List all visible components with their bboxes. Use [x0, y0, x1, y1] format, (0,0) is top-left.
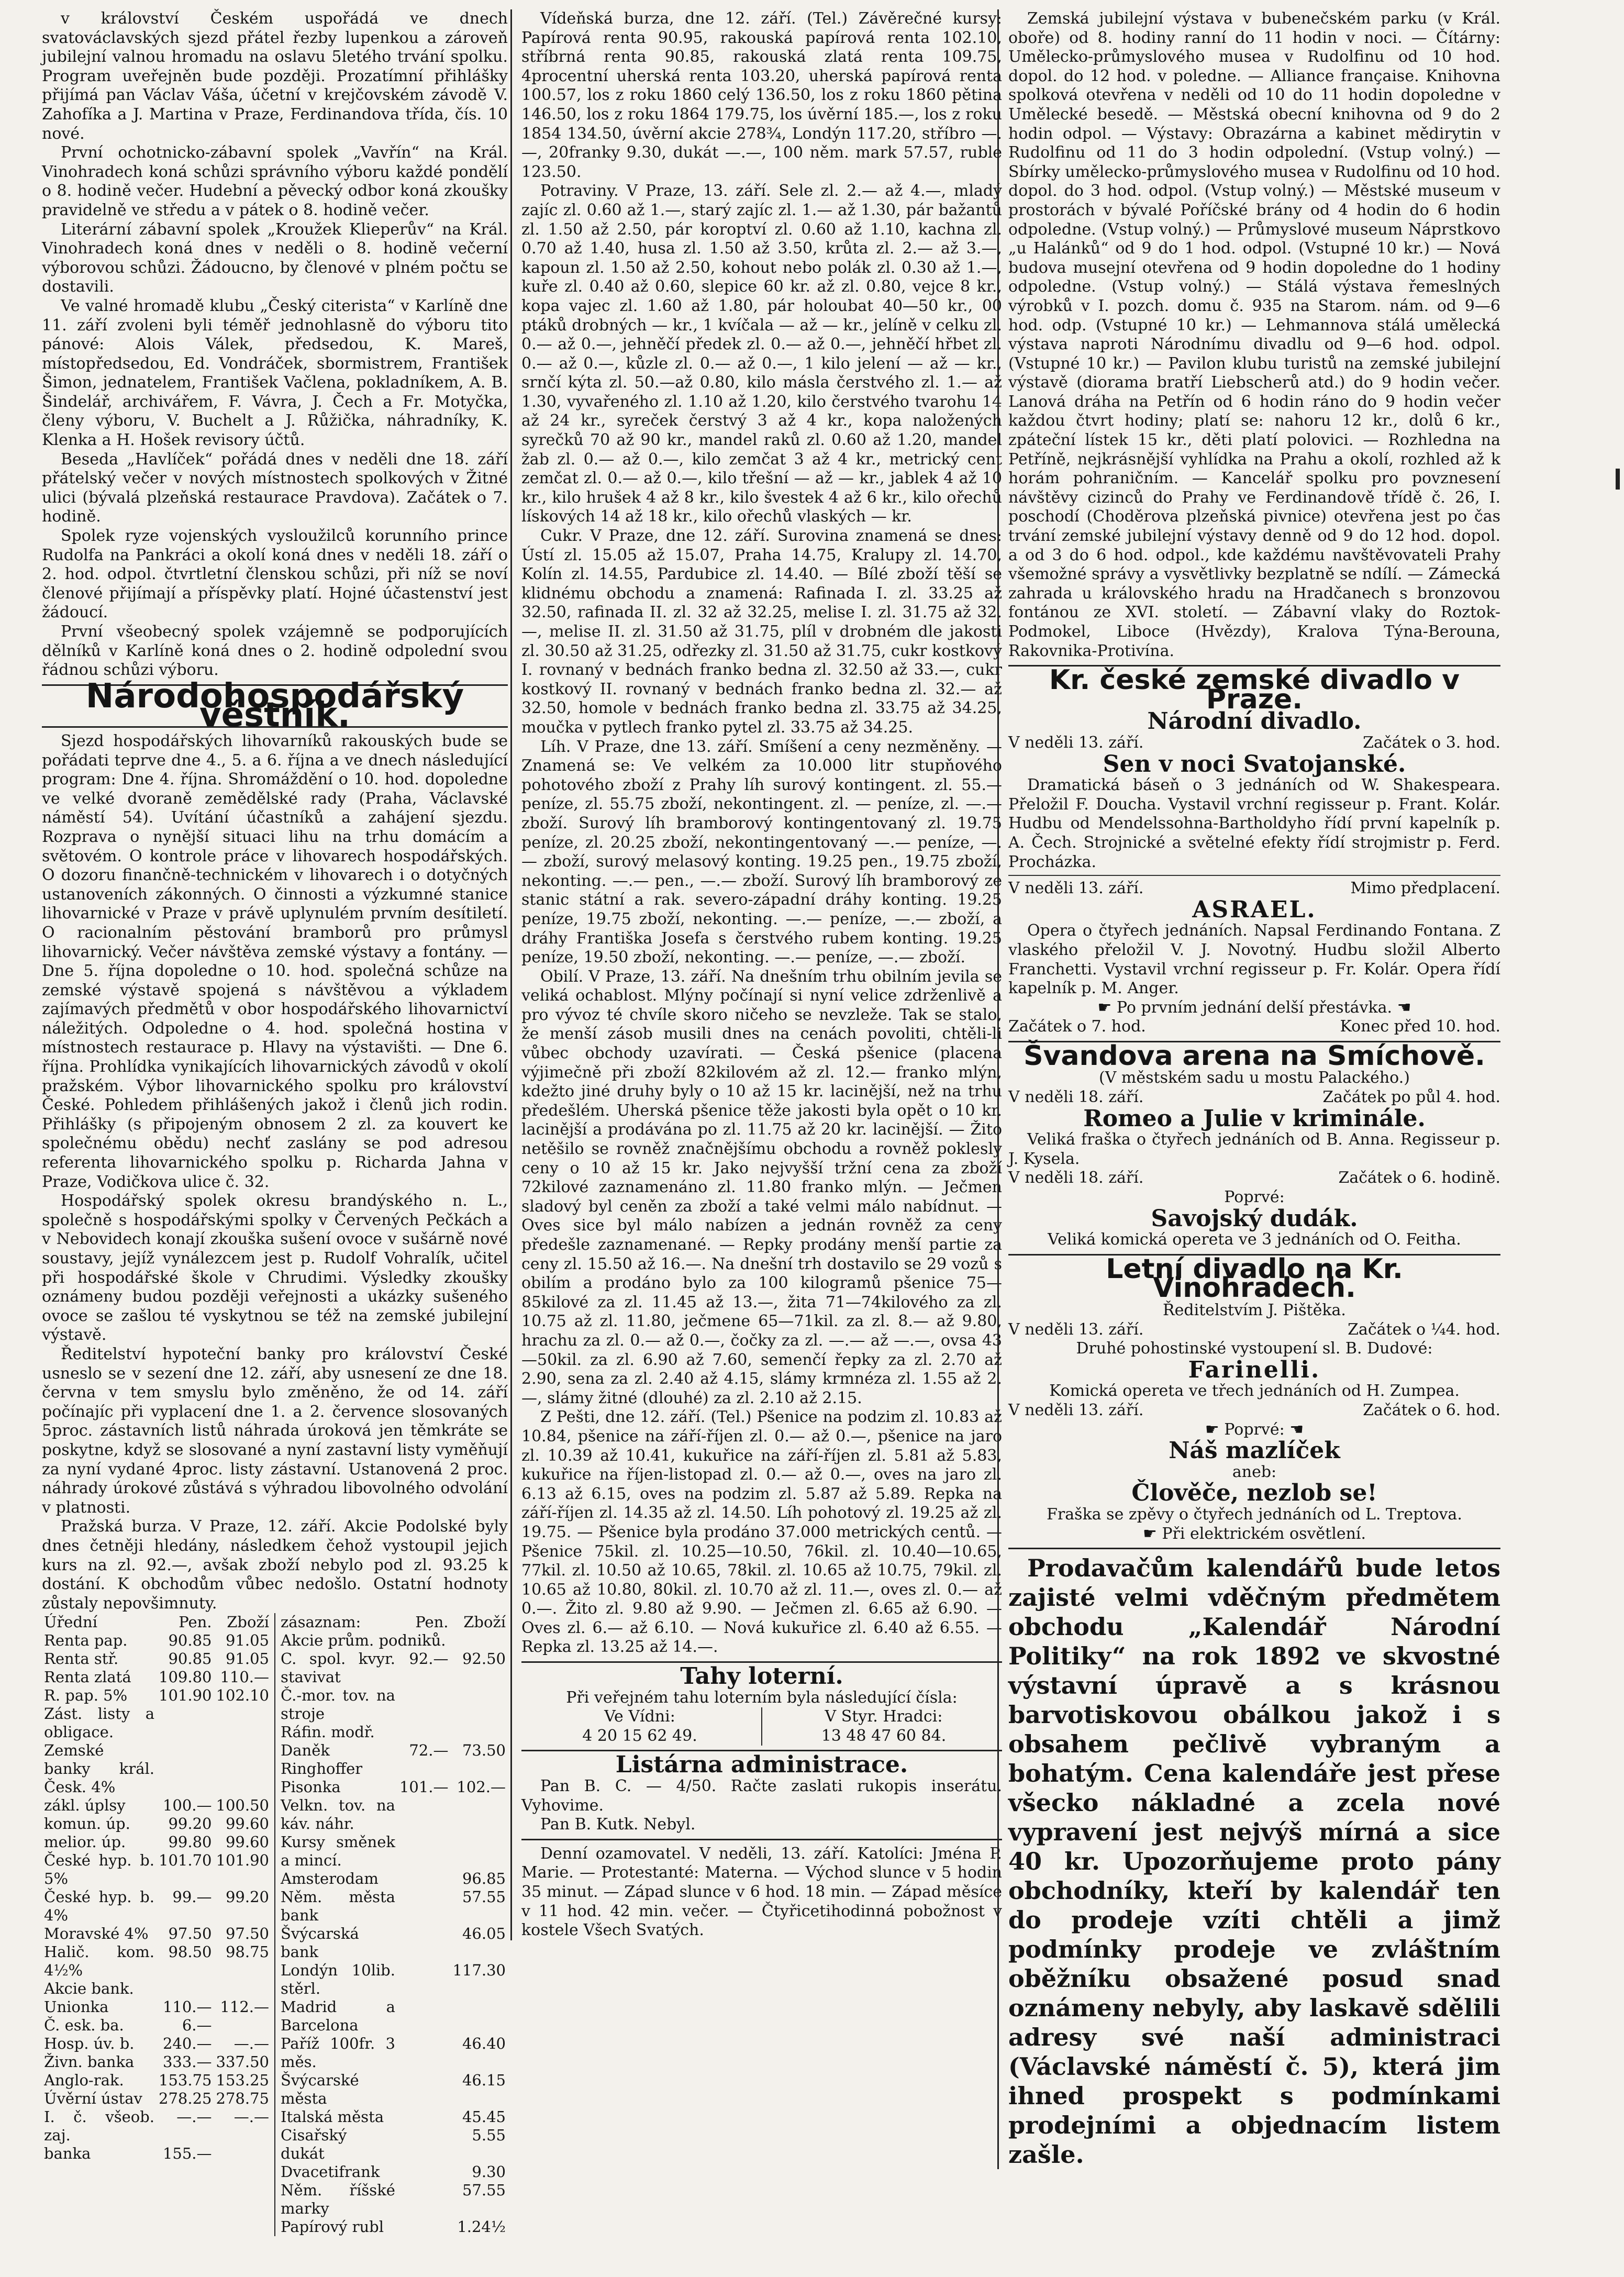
- table-row: [42, 2035, 271, 2053]
- table-row: [279, 2071, 508, 2108]
- table-cell-a: [397, 2108, 451, 2126]
- table-cell-a: [397, 1796, 451, 1833]
- table-cell-a: 98.50: [168, 1943, 212, 1961]
- table-cell-b: 100.50: [216, 1796, 269, 1815]
- s2-date: V neděli 18. září.: [1008, 1169, 1144, 1187]
- table-cell-b: 99.20: [225, 1888, 269, 1906]
- table-cell-name: R. pap. 5%: [44, 1686, 128, 1705]
- table-row: [279, 1760, 508, 1778]
- table-cell-a: [157, 1980, 214, 1998]
- table-cell-b: 337.50: [216, 2053, 269, 2071]
- lottery-intro: Při veřejném tahu loterním byla následující čísla:: [566, 1688, 958, 1707]
- table-row: [42, 1943, 271, 1980]
- table-cell-b: 102.10: [216, 1686, 269, 1705]
- table-cell-name: Renta stř.: [44, 1650, 119, 1668]
- table-cell-a: [397, 2218, 451, 2236]
- table-cell-a: [157, 1705, 214, 1741]
- table-cell-b: 73.50: [462, 1741, 506, 1760]
- table-cell-b: 46.05: [462, 1925, 506, 1943]
- l2-time: Začátek o 6. hod.: [1363, 1401, 1500, 1419]
- t1-title: Sen v noci Svatojanské.: [1103, 750, 1406, 777]
- table-cell-b: 153.25: [216, 2071, 269, 2090]
- table-cell-a: 72.—: [409, 1741, 449, 1760]
- table-cell-name: C. spol. kvyr. stavivat: [281, 1650, 395, 1686]
- svanda-title: Švandova arena na Smíchově.: [1024, 1040, 1485, 1072]
- table-row: [42, 1833, 271, 1851]
- article-lih: Líh. V Praze, dne 13. září. Smíšení a ceny nezměněny. — Znamená se: Ve velkém za 10.000 litr stupňového pohotového zboží z Prahy líh surový kontingent. zl. 55.— peníze, zl. 55.75 zboží, nekontingent. zl. — peníze, zl. —.— zboží. Surový líh bramborový kontingentovaný zl. 19.75 peníze, zl. 20.25 zboží, nekontingentovaný —.— peníze, —.— zboží, surový melasový konting. 19.25 pen., 19.75 zboží, nekonting. —.— pen., —.— zboží. Surový líh bramborový ze stanic státní a rak. severo-západní dráhy konting. 19.25 peníze, 19.75 zboží, nekonting. —.— peníze, —.— zboží, a dráhy Františka Josefa s čerstvého rubem konting. 19.25 peníze, 19.50 zboží, nekonting. —.— peníze, —.— zboží.: [521, 737, 1002, 967]
- table-row: [42, 1741, 271, 1796]
- table-cell-b: [451, 1760, 508, 1778]
- theatre-title: Kr. české zemské divadlo v Praze.: [1049, 664, 1460, 715]
- table-cell-name: Zást. listy a obligace.: [44, 1705, 155, 1741]
- t1-time: Začátek o 3. hod.: [1363, 733, 1500, 752]
- t2-end: Konec před 10. hod.: [1340, 1017, 1500, 1036]
- table-cell-a: [397, 2035, 451, 2071]
- table-cell-a: [397, 1723, 451, 1741]
- table-row: [42, 2053, 271, 2071]
- s2-first: Poprvé:: [1224, 1188, 1285, 1207]
- l2-first: ☛ Poprvé: ☚: [1205, 1420, 1304, 1439]
- table-cell-name: Č. esk. ba.: [44, 2016, 124, 2035]
- table-row: [42, 2016, 271, 2035]
- table-cell-name: melior. úp.: [44, 1833, 126, 1851]
- l2-note: ☛ Při elektrickém osvětlení.: [1142, 1524, 1366, 1543]
- table-cell-a: 99.20: [168, 1815, 212, 1833]
- table-cell-b: [451, 1686, 508, 1723]
- article-prazska-burza: Pražská burza. V Praze, 12. září. Akcie Podolské byly dnes četněji hledány, následkem čehož vystoupil jejich kurs na zl. 92.—, avšak zboží nebylo pod zl. 93.25 k dostání. K obchodům vůbec nedošlo. Ostatní hodnoty zůstaly nepovšimnuty.: [42, 1517, 508, 1613]
- table-cell-name: Madrid a Barcelona: [281, 1998, 395, 2035]
- t2-description: Opera o čtyřech jednáních. Napsal Ferdinando Fontana. Z vlaského přeložil V. J. Novotný. Hudbu složil Alberto Franchetti. Vystavil vrchní regisseur p. Fr. Kolár. Opera řídí kapelník p. M. Anger.: [1008, 921, 1500, 998]
- column-right: [997, 9, 1500, 2169]
- table-cell-a: —.—: [176, 2108, 212, 2126]
- table-cell-name: Švýcarské města: [281, 2071, 359, 2108]
- article-hypotecni-banka: Ředitelství hypoteční banky pro království České usneslo se v sezení dne 12. září, aby usnesení ze dne 18. června v tem smyslu bylo změněno, že od 14. září počínajíc při vyplacení dne 1. a 2. července slosovaných 5proc. zástavních listů náhrada úroková jen těmkráte se poskytne, když se slosované a nyní zastavní listy vyměňují za nyní vydané 4proc. listy zástavní. Ustanovená 2 proc. náhrady úrokové zůstává s výhradou libovolného odvolání v platnosti.: [42, 1345, 508, 1517]
- table-cell-a: [157, 1741, 214, 1796]
- table-row: [279, 1833, 508, 1870]
- table-cell-b: [451, 1998, 508, 2035]
- table-row: [42, 1925, 271, 1943]
- table-cell-b: 46.15: [462, 2071, 506, 2090]
- table-cell-b: —.—: [233, 2108, 269, 2126]
- table-cell-b: 278.75: [216, 2090, 269, 2108]
- table-cell-a: 97.50: [168, 1925, 212, 1943]
- table-cell-b: 98.75: [225, 1943, 269, 1961]
- pointing-hand-left-icon: ☚: [1392, 998, 1411, 1017]
- table-head-pen: Pen.: [179, 1613, 212, 1631]
- s1-description: Veliká fraška o čtyřech jednáních od B. Anna. Regisseur p. J. Kysela.: [1008, 1130, 1500, 1168]
- article-lihovarnici: Sjezd hospodářských lihovarníků rakouských bude se pořádati teprve dne 4., 5. a 6. října a ve dnech následující program: Dne 4. října. Shromáždění o 10. hod. dopoledne ve velké dvoraně zemědělské rady (Praha, Václavské náměstí 54). Uvítání účastníků a zahájení sjezdu. Rozprava o nynější situaci lihu na trhu domácím a světovém. O kontrole práce v lihovarech hospodářských. O dozoru finančně-technickém v lihovarech i o dotyčných ustanoveních zákonných. O činnosti a výzkumné stanice lihovarnické v Praze v právě uplynulém prvním desítiletí. O racionalním pěstování bramborů pro průmysl lihovarnický. Večer návštěva zemské výstavy a fontány. — Dne 5. října dopoledne o 10. hod. společná schůze na zemské výstavě spojená s návštěvou a výkladem zajímavých předmětů v obor hospodářského lihovarnictví náležitých. Odpoledne o 4. hod. společná hostina v místnostech restaurace p. Hlavy na výstavišti. — Dne 6. října. Prohlídka vynikajících lihovarnických závodů v okolí pražském. Výbor lihovarnického spolku pro království České. Pohledem přihlášených jakož i členů jich rodin. Přihlášky (s připojeným obnosem 2 zl. za kouvert ke společnému obědu) nechť zaslány se pod adresou referenta lihovarnického spolku p. Richarda Jahna v Praze, Vodičkova ulice č. 32.: [42, 731, 508, 1191]
- table-cell-name: Švýcarská bank: [281, 1925, 359, 1961]
- table-cell-b: 117.30: [452, 1961, 506, 1980]
- l1-guest: Druhé pohostinské vystoupení sl. B. Dudové:: [1076, 1339, 1433, 1358]
- notice-vyslouzilci: Spolek ryze vojenských vysloužilců korunního prince Rudolfa na Pankráci a okolí koná dnes v neděli 18. září o 2. hod. odpol. čtvrtletní členskou schůzi, při níž se noví členové přijímají a příspěvky platí. Hojné účastenství jest žádoucí.: [42, 527, 508, 622]
- table-cell-name: Halič. kom. 4½%: [44, 1943, 155, 1980]
- table-row: [42, 2145, 271, 2163]
- table-row: [42, 2090, 271, 2108]
- s2-description: Veliká komická opereta ve 3 jednáních od O. Feitha.: [1048, 1230, 1461, 1249]
- table-cell-a: 278.25: [159, 2090, 212, 2108]
- table-cell-a: 99.80: [168, 1833, 212, 1851]
- page-edge-mark: [1616, 469, 1620, 490]
- l1-date: V neděli 13. září.: [1008, 1320, 1144, 1339]
- lottery-graz-label: V Styr. Hradci:: [825, 1707, 943, 1726]
- table-row: [279, 1686, 508, 1723]
- table-cell-name: banka: [44, 2145, 91, 2163]
- table-cell-name: České hyp. b. 4%: [44, 1888, 155, 1925]
- table-cell-b: 101.90: [216, 1851, 269, 1870]
- pointing-hand-icon: ☛: [1097, 998, 1117, 1017]
- table-row: [279, 2163, 508, 2181]
- table-cell-name: Paříž 100fr. 3 měs.: [281, 2035, 395, 2071]
- table-cell-name: Něm. města bank: [281, 1888, 395, 1925]
- t2-start: Začátek o 7. hod.: [1008, 1017, 1146, 1036]
- table-cell-b: [214, 1705, 271, 1741]
- table-cell-b: 5.55: [472, 2126, 506, 2145]
- lottery-results: [521, 1707, 1002, 1746]
- table-cell-name: Úvěrní ústav: [44, 2090, 142, 2108]
- notice-vavrin: První ochotnicko-zábavní spolek „Vavřín“ na Král. Vinohradech koná schůzi správního výboru každé pondělí o 8. hodině večer. Hudební a pěvecký odbor koná zkoušky pravidelně ve středu a v pátek o 8. hodině večer.: [42, 143, 508, 219]
- notice-delnici: První všeobecný spolek vzájemně se podporujících dělníků v Karlíně koná dnes o 2. hodině odpolední svou řádnou schůzi výboru.: [42, 623, 508, 680]
- table-row: [279, 1741, 508, 1760]
- table-row: [42, 1888, 271, 1925]
- table-row: [42, 1668, 271, 1686]
- table-cell-b: 97.50: [225, 1925, 269, 1943]
- daily-almanac: Denní ozamovatel. V neděli, 13. září. Katolíci: Jména P. Marie. — Protestanté: Materna. — Východ slunce v 5 hodin 35 minut. — Západ slunce v 6 hod. 18 min. — Západ měsíce v 11 hod. 42 min. večer. — Čtyřicetihodinná pobožnost v kostele Všech Svatých.: [521, 1844, 1002, 1940]
- s1-date: V neděli 18. září.: [1008, 1088, 1144, 1107]
- table-cell-name: Ráfin. modř.: [281, 1723, 375, 1741]
- table-cell-b: 110.—: [220, 1668, 269, 1686]
- table-cell-name: komun. úp.: [44, 1815, 130, 1833]
- table-cell-name: Velkn. tov. na káv. náhr.: [281, 1796, 395, 1833]
- s1-title: Romeo a Julie v kriminále.: [1083, 1105, 1426, 1132]
- table-cell-a: 100.—: [162, 1796, 212, 1815]
- pointing-hand-icon: ☛: [1205, 1420, 1225, 1439]
- table-cell-a: 6.—: [182, 2016, 212, 2035]
- notice-havlicek: Beseda „Havlíček“ pořádá dnes v neděli dne 18. září přátelský večer v nových místnostech spolkových v Žitné ulici (bývalá plzeňská restaurace Pravdova). Začátek o 7. hodině.: [42, 450, 508, 526]
- table-cell-name: Renta pap.: [44, 1631, 128, 1650]
- table-row: [42, 2071, 271, 2090]
- table-row: [279, 2108, 508, 2126]
- table-cell-b: 91.05: [225, 1631, 269, 1650]
- table-cell-a: [397, 1925, 451, 1961]
- table-cell-name: Pisonka: [281, 1778, 341, 1796]
- table-cell-b: [214, 2145, 271, 2163]
- table-row: [42, 1815, 271, 1833]
- article-pest: Z Pešti, dne 12. září. (Tel.) Pšenice na podzim zl. 10.83 až 10.84, pšenice na září-říjen zl. 0.— až 0.—, pšenice na jaro zl. 10.39 až 10.41, kukuřice na září-říjen zl. 5.81 až 5.83, kukuřice na říjen-listopad zl. 0.— až 0.—, oves na jaro zl. 6.13 až 6.15, oves na podzim zl. 5.87 až 5.89. Repka na září-říjen zl. 14.35 až zl. 14.50. Líh pohotový zl. 19.25 až zl. 19.75. — Pšenice byla prodáno 37.000 metrických centů. — Pšenice 75kil. zl. 10.25—10.50, 76kil. zl. 10.40—10.65, 77kil. zl. 10.50 až 10.65, 78kil. zl. 10.65 až 10.75, 79kil. zl. 10.65 až 10.80, 80kil. zl. 10.70 až zl. 11.—, oves zl. 0.— až 0.—. Žito zl. 9.80 až 9.90. — Ječmen zl. 6.65 až 6.90. — Oves zl. 6.— až 6.10. — Nová kukuřice zl. 6.40 až 6.55. — Repka zl. 13.25 až 14.—.: [521, 1408, 1002, 1657]
- table-row: [279, 2126, 508, 2163]
- table-cell-a: [397, 1760, 451, 1778]
- table-row: [279, 1888, 508, 1925]
- table-cell-a: 99.—: [172, 1888, 212, 1906]
- table-cell-name: Unionka: [44, 1998, 109, 2016]
- l2-or: aneb:: [1232, 1462, 1277, 1481]
- table-cell-b: 57.55: [462, 2181, 506, 2200]
- table-cell-a: [397, 2126, 451, 2163]
- table-cell-a: [397, 1998, 451, 2035]
- table-head-record: zásaznam:: [281, 1613, 361, 1631]
- table-cell-name: I. č. všeob. zaj.: [44, 2108, 155, 2145]
- l1-title: Farinelli.: [1188, 1356, 1321, 1383]
- table-cell-name: zákl. úplsy: [44, 1796, 126, 1815]
- table-cell-a: 90.85: [168, 1631, 212, 1650]
- table-head-akcie: Akcie prům. podniků.: [281, 1631, 446, 1650]
- table-cell-b: 102.—: [457, 1778, 506, 1796]
- l2-title: Náš mazlíček: [1169, 1437, 1340, 1464]
- table-cell-name: Akcie bank.: [44, 1980, 134, 1998]
- table-row: [279, 1723, 508, 1741]
- table-cell-name: Anglo-rak.: [44, 2071, 124, 2090]
- table-cell-a: 101.70: [159, 1851, 212, 1870]
- t2-title: ASRAEL.: [1192, 896, 1317, 923]
- table-row: [279, 1925, 508, 1961]
- table-cell-name: Hosp. úv. b.: [44, 2035, 135, 2053]
- table-cell-name: Londýn 10lib. stěrl.: [281, 1961, 395, 1998]
- table-head-zbozi2: Zboží: [463, 1613, 506, 1631]
- table-cell-b: 96.85: [462, 1870, 506, 1888]
- l2-subtitle: Člověče, nezlob se!: [1131, 1480, 1377, 1507]
- column-left: [42, 9, 508, 2236]
- lottery-graz-numbers: 13 48 47 60 84.: [821, 1726, 947, 1745]
- lottery-vienna-label: Ve Vídni:: [604, 1707, 675, 1726]
- notice-lupenka: v království Českém uspořádá ve dnech svatováclavských sjezd přátel řezby lupenkou a zároveň jubilejní valnou hromadu na oslavu 5letého trvání spolku. Program uveřejněn bude později. Prozatímní přihlášky přijímá pan Václav Váša, účetní v krejčovském závodě V. Zahofíka a J. Martina v Praze, Ferdinandova třída, čís. 10 nové.: [42, 9, 508, 143]
- table-row: [279, 1961, 508, 1998]
- table-cell-b: 45.45: [462, 2108, 506, 2126]
- table-cell-name: Moravské 4%: [44, 1925, 149, 1943]
- l2-date: V neděli 13. září.: [1008, 1401, 1144, 1419]
- table-cell-a: 92.—: [409, 1650, 449, 1668]
- admin-line-2: Pan B. Kutk. Nebyl.: [540, 1815, 696, 1834]
- table-cell-b: [214, 1741, 271, 1796]
- table-cell-name: Dvacetifrank: [281, 2163, 380, 2181]
- letni-title: Letní divadlo na Kr. Vinohradech.: [1106, 1253, 1403, 1304]
- market-table-right: [274, 1613, 508, 2236]
- table-cell-a: [397, 1870, 451, 1888]
- table-cell-name: Ringhoffer: [281, 1760, 363, 1778]
- table-cell-a: [397, 2071, 451, 2108]
- table-cell-b: 99.60: [225, 1815, 269, 1833]
- table-cell-a: 109.80: [159, 1668, 212, 1686]
- table-row: [279, 2218, 508, 2236]
- table-cell-name: Papírový rubl: [281, 2218, 384, 2236]
- s2-time: Začátek o 6. hodině.: [1338, 1169, 1500, 1187]
- table-cell-b: 57.55: [462, 1888, 506, 1906]
- table-cell-b: [451, 1796, 508, 1833]
- table-row: [42, 1851, 271, 1888]
- table-cell-b: 99.60: [225, 1833, 269, 1851]
- t1-description: Dramatická báseň o 3 jednáních od W. Shakespeara. Přeložil F. Doucha. Vystavil vrchní regisseur p. Frant. Kolár. Hudbu od Mendelssohna-Bartholdyho řídí první kapelník p. A. Čech. Strojnické a světelné efekty řídí strojmistr p. Ferd. Procházka.: [1008, 776, 1500, 871]
- calendar-advertisement: Prodavačům kalendářů bude letos zajisté velmi vděčným předmětem obchodu „Kalendář Národní Politiky“ na rok 1892 ve skvostné výstavní úpravě a s krásnou barvotiskovou obálkou jakož i s obsahem pečlivě vybraným a bohatým. Cena kalendáře jest přese všecko nákladné a zcela nové vypravení jest nejvýš mírná a sice 40 kr. Upozorňujeme proto pány obchodníky, kteří by kalendář ten do prodeje vzíti chtěli a jimž podmínky prodeje ve zvláštním oběžníku obsažené posud snad oznámeny nebyly, aby laskavě sdělili adresy své naší administraci (Václavské náměstí č. 5), která jim ihned prospekt s podmínkami prodejními a objednacím listem zašle.: [1008, 1554, 1500, 2169]
- s1-time: Začátek po půl 4. hod.: [1322, 1088, 1500, 1107]
- column-middle: [510, 9, 1002, 1940]
- table-cell-name: Kursy směnek a mincí.: [281, 1833, 395, 1870]
- table-cell-name: Něm. říšské marky: [281, 2181, 395, 2218]
- theatre-subtitle: Národní divadlo.: [1147, 708, 1362, 735]
- table-head-pen2: Pen.: [415, 1613, 449, 1631]
- table-cell-name: Zemské banky král. Česk. 4%: [44, 1741, 155, 1796]
- table-cell-b: [214, 2016, 271, 2035]
- article-brandys: Hospodářský spolek okresu brandýského n. L., společně s hospodářskými spolky v Červených Pečkách a v Nebovidech konají zkouška sušení ovoce v sušárně nové soustavy, jejíž vynálezcem jest p. Rudolf Vohralík, učitel při hospodářské škole v Chrudimi. Výsledky zkoušky oznámeny budou později veřejnosti a ukázky sušeného ovoce se zašlou té vyskytnou se též na zemské jubilejní výstavě.: [42, 1192, 508, 1345]
- table-cell-name: Daněk: [281, 1741, 330, 1760]
- t2-time: Mimo předplacení.: [1350, 879, 1500, 898]
- table-row: [279, 1778, 508, 1796]
- admin-title: Listárna administrace.: [615, 1751, 908, 1779]
- table-cell-a: [397, 2163, 451, 2181]
- table-cell-name: České hyp. b. 5%: [44, 1851, 155, 1888]
- table-cell-a: 155.—: [162, 2145, 212, 2163]
- l1-time: Začátek o ¼4. hod.: [1348, 1320, 1500, 1339]
- article-cukr: Cukr. V Praze, dne 12. září. Surovina znamená se dnes: Ústí zl. 15.05 až 15.07, Praha 14.75, Kralupy zl. 14.70, Kolín zl. 14.55, Pardubice zl. 14.40. — Bílé zboží těší se klidnému obchodu a znamená: Rafinada I. zl. 33.25 až 32.50, rafinada II. zl. 32 až 32.25, melise I. zl. 31.75 až 32.—, melise II. zl. 31.50 až 31.75, plíl v drobném dle jakosti zl. 30.50 až 31.25, odřezky zl. 31.50 až 31.75, cukr kostkový I. rovnaný v bednách franko bedna zl. 32.50 až 33.—, cukr kostkový II. rovnaný v bednách franko bedna zl. 32.— až 32.50, homole v bednách franko bedna zl. 33.75 až 34.25, moučka v pytlech franko pytel zl. 33.75 až 34.25.: [521, 527, 1002, 737]
- svanda-subtitle: (V městském sadu u mostu Palackého.): [1099, 1069, 1410, 1087]
- table-cell-name: Č.-mor. tov. na stroje: [281, 1686, 395, 1723]
- lottery-vienna-numbers: 4 20 15 62 49.: [582, 1726, 697, 1745]
- letni-subtitle: Ředitelstvím J. Pištěka.: [1163, 1301, 1346, 1319]
- table-row: [42, 1796, 271, 1815]
- notice-exhibitions: Zemská jubilejní výstava v bubenečském parku (v Král. oboře) od 8. hodiny ranní do 11 hodin v noci. — Čítárny: Umělecko-průmyslového musea v Rudolfinu od 10 hod. dopol. do 12 hod. v poledne. — Alliance française. Knihovna spolková otevřena v neděli od 10 do 11 hodin dopoledne v Umělecké besedě. — Městská obecní knihovna od 9 do 2 hodin odpol. — Výstavy: Obrazárna a kabinet mědirytin v Rudolfinu od 11 do 3 hodin odpolední. (Vstup volný.) — Sbírky umělecko-průmyslového musea v Rudolfinu od 10 hod. dopol. do 3 hod. odpol. (Vstup volný.) — Městské museum v prostorách v bývalé Poříčské brány od 4 hodin do 6 hodin odpoledne. (Vstup volný.) — Průmyslové museum Náprstkovo „u Halánků“ od 9 do 1 hod. odpol. (Vstupné 10 kr.) — Nová budova musejní otevřena od 9 hodin dopoledne do 1 hodiny odpoledne. (Vstup volný.) — Stálá výstava řemeslných výrobků v I. pozch. domu č. 935 na Starom. nám. od 9—6 hod. odp. (Vstupné 10 kr.) — Lehmannova stálá umělecká výstava naproti Národnímu divadlu od 9—6 hod. odpol. (Vstupné 10 kr.) — Pavilon klubu turistů na zemské jubilejní výstavě (diorama bratří Liebscherů atd.) do 9 hodin večer. Lanová dráha na Petřín od 6 hodin ráno do 9 hodin večer každou čtvrt hodiny; platí se: nahoru 12 kr., dolů 6 kr., zpáteční lístek 15 kr., děti platí polovici. — Rozhledna na Petříně, nejkrásnější vyhlídka na Prahu a okolí, rozhled až k horám pohraničním. — Kancelář spolku pro povznesení návštěvy cizinců do Prahy ve Ferdinandově třídě č. 26, I. poschodí (Choděrova plzeňská pivnice) otevřena jest po čas trvání zemské jubilejní výstavy denně od 9 do 12 hod. dopol. a od 3 do 6 hod. odpol., kde každému navštěvovateli Prahy všemožné správy a vysvětlivky bezplatně se ndílí. — Zámecká zahrada u královského hradu na Hradčanech s bronzovou fontánou ze XVI. století. — Zábavní vlaky do Roztok-Podmokel, Liboce (Hvězdy), Kralova Týna-Berouna, Rakovnika-Protivína.: [1008, 9, 1500, 660]
- table-row: [279, 2181, 508, 2218]
- table-cell-b: 1.24½: [457, 2218, 506, 2236]
- table-cell-a: [397, 1888, 451, 1925]
- t2-note: ☛ Po prvním jednání delší přestávka. ☚: [1097, 998, 1411, 1017]
- pointing-hand-icon: ☛: [1142, 1524, 1162, 1543]
- table-cell-a: [397, 2181, 451, 2218]
- article-obili: Obilí. V Praze, 13. září. Na dnešním trhu obilním jevila se veliká ochablost. Mlýny počínají si nyní velice zdrženlivě a pro vývoz té chvíle skoro ničeho se nevzleže. Tak se stalo, že menší zásob musili dnes na cenách povoliti, chtěli-li vůbec obchody uzavírati. — Česká pšenice (placena výjimečně při zboží 82kilovém až zl. 12.— franko mlýn, kdežto jiné druhy byly o 10 až 15 kr. lacinější, než na trhu předešlém. Uherská pšenice těže jakosti byla opět o 10 kr. lacinější a prodávána po zl. 11.75 až 20 kr. lacinější. — Žito netěšilo se rovněž značnějšímu obchodu a rovněž poklesly ceny o 10 až 15 kr. Jako nejvyšší tržní cena za zboží 72kilové zaznamenáno zl. 11.80 franko mlýn. — Ječmen sladový byl ceněn za zboží a také velmi málo nabídnut. — Oves sice byl málo nabízen a jednán rovněž za ceny předešle zaznamenané. — Repky prodány menší partie za ceny zl. 15.50 až 16.—. Na dnešní trh dostavilo se 29 vozů s obilím a prodáno bylo za 100 kilogramů pšenice 75—85kilové za zl. 11.45 až 13.—, žita 71—74kilového za zl. 10.75 až zl. 11.80, ječmene 65—71kil. za zl. 8.— až 9.80, hrachu za zl. 0.— až 0.—, čočky za zl. —.— až —.—, ovsa 43—50kil. za zl. 6.90 až 7.60, semenčí řepky za zl. 2.70 až 2.90, sena za zl. 2.40 až 4.15, slámy krmnéza zl. 1.55 až 2.—, slámy žitné (dlouhé) za zl. 2.10 až 2.15.: [521, 967, 1002, 1407]
- table-cell-a: 333.—: [162, 2053, 212, 2071]
- s2-title: Savojský dudák.: [1151, 1205, 1358, 1232]
- table-cell-a: [397, 1686, 451, 1723]
- table-cell-b: [214, 1980, 271, 1998]
- pointing-hand-left-icon: ☚: [1284, 1420, 1304, 1439]
- table-cell-a: 110.—: [162, 1998, 212, 2016]
- lottery-title: Tahy loterní.: [680, 1663, 843, 1690]
- table-cell-name: Amsterodam: [281, 1870, 379, 1888]
- table-cell-a: 101.90: [159, 1686, 212, 1705]
- l1-description: Komická opereta ve třech jednáních od H. Zumpea.: [1049, 1382, 1460, 1401]
- table-row: [42, 2108, 271, 2145]
- notice-citerista: Ve valné hromadě klubu „Český citerista“ v Karlíně dne 11. září zvoleni byli téměř jednohlasně do výboru tito pánové: Alois Válek, předsedou, K. Mareš, místopředsedou, Ed. Vondráček, sbormistrem, František Šimon, jednatelem, František Vačlena, pokladníkem, A. B. Šindelář, archivářem, F. Vávra, J. Čech a Fr. Motyčka, členy výboru, V. Buchelt a J. Růžička, náhradníky, K. Klenka a H. Hošek revisory účtů.: [42, 296, 508, 450]
- table-cell-b: —.—: [233, 2035, 269, 2053]
- table-cell-b: [451, 1723, 508, 1741]
- table-cell-a: 153.75: [159, 2071, 212, 2090]
- table-cell-a: 101.—: [399, 1778, 449, 1796]
- table-head-zbozi: Zboží: [227, 1613, 269, 1631]
- table-row: [279, 1870, 508, 1888]
- table-head-official: Úřední: [44, 1613, 97, 1631]
- article-potraviny: Potraviny. V Praze, 13. září. Sele zl. 2.— až 4.—, mladý zajíc zl. 0.60 až 1.—, starý zajíc zl. 1.— až 1.30, pár bažantů zl. 1.50 až 2.50, pár koroptví zl. 0.60 až 1.10, kachna zl. 0.70 až 1.40, husa zl. 1.50 až 3.50, krůta zl. 2.— až 3.—, kapoun zl. 1.50 až 2.50, kohout nebo polák zl. 0.30 až 1.—, kuře zl. 0.40 až 0.60, slepice 60 kr. až zl. 0.80, vejce 8 kr., kopa vajec zl. 1.60 až 1.80, pár holoubat 40—50 kr., 00 ptáků drobných — kr., 1 kvíčala — až — kr., jelíně v celku zl. 0.— až 0.—, jehněčí předek zl. 0.— až 0.—, jehněčí hřbet zl. 0.— až 0.—, kůzle zl. 0.— až 0.—, 1 kilo jelení — až — kr., srnčí kýta zl. 50.—až 0.80, kilo másla čerstvého zl. 1.— až 1.30, vyvařeného zl. 1.10 až 1.20, kilo čerstvého tvarohu 14 až 24 kr., syreček čerstvý 3 až 4 kr., kopa naložených syrečků 70 až 90 kr., mandel raků zl. 0.60 až 1.20, mandel žab zl. 0.— až 0.—, kilo zemčat 3 až 4 kr., metrický cent zemčat zl. 0.— až 0.—, kilo třešní — až — kr., jablek 4 až 10 kr., kilo hrušek 4 až 8 kr., kilo švestek 4 až 6 kr., kilo ořechů lískových 14 až 18 kr., kilo ořechů vlaských — kr.: [521, 182, 1002, 526]
- table-cell-name: Italská města: [281, 2108, 384, 2126]
- section-title-economy: Národohospodářský věstník.: [42, 684, 508, 728]
- table-cell-b: 112.—: [220, 1998, 269, 2016]
- table-cell-name: Živn. banka: [44, 2053, 135, 2071]
- t1-date: V neděli 13. září.: [1008, 733, 1144, 752]
- table-cell-name: Renta zlatá: [44, 1668, 131, 1686]
- table-row: [42, 1998, 271, 2016]
- article-videnska-burza: Vídeňská burza, dne 12. září. (Tel.) Závěrečné kursy: Papírová renta 90.95, rakouská papírová renta 102.10, stříbrná renta 90.85, rakouská zlatá renta 109.75, 4procentní uherská renta 103.20, uherská papírová renta 100.57, los z roku 1860 celý 136.50, los z roku 1860 pětina 146.50, los z roku 1864 179.75, los úvěrní 185.—, los z roku 1854 134.50, úvěrní akcie 278¾, Londýn 117.20, stříbro —.—, 20franky 9.30, dukát —.—, 100 něm. mark 57.57, ruble 123.50.: [521, 9, 1002, 181]
- l2-description: Fraška se zpěvy o čtyřech jednáních od L. Treptova.: [1047, 1505, 1462, 1524]
- table-cell-b: [451, 1833, 508, 1870]
- table-cell-b: 46.40: [462, 2035, 506, 2053]
- notice-klieper: Literární zábavní spolek „Kroužek Klieperův“ na Král. Vinohradech koná dnes v neděli o 8. hodině večerní výborovou schůzi. Žádoucno, by členové v plném počtu se dostavili.: [42, 220, 508, 296]
- table-cell-a: 90.85: [168, 1650, 212, 1668]
- table-row: [42, 1980, 271, 1998]
- market-table-left: [42, 1613, 271, 2236]
- table-row: [279, 1796, 508, 1833]
- table-cell-a: [397, 1833, 451, 1870]
- table-cell-a: [397, 1961, 451, 1998]
- table-row: [42, 1631, 271, 1650]
- table-row: [279, 1650, 508, 1686]
- table-cell-name: Cisařský dukát: [281, 2126, 347, 2163]
- table-row: [42, 1705, 271, 1741]
- admin-line-1: Pan B. C. — 4/50. Račte zaslati rukopis inserátu. Vyhovime.: [521, 1777, 1002, 1815]
- table-row: [42, 1686, 271, 1705]
- table-cell-b: 9.30: [472, 2163, 506, 2181]
- table-row: [42, 1650, 271, 1668]
- table-cell-b: 92.50: [462, 1650, 506, 1668]
- table-row: [279, 2035, 508, 2071]
- t2-date: V neděli 13. září.: [1008, 879, 1144, 898]
- market-tables: [42, 1613, 508, 2236]
- table-cell-b: 91.05: [225, 1650, 269, 1668]
- table-row: [279, 1998, 508, 2035]
- table-cell-a: 240.—: [162, 2035, 212, 2053]
